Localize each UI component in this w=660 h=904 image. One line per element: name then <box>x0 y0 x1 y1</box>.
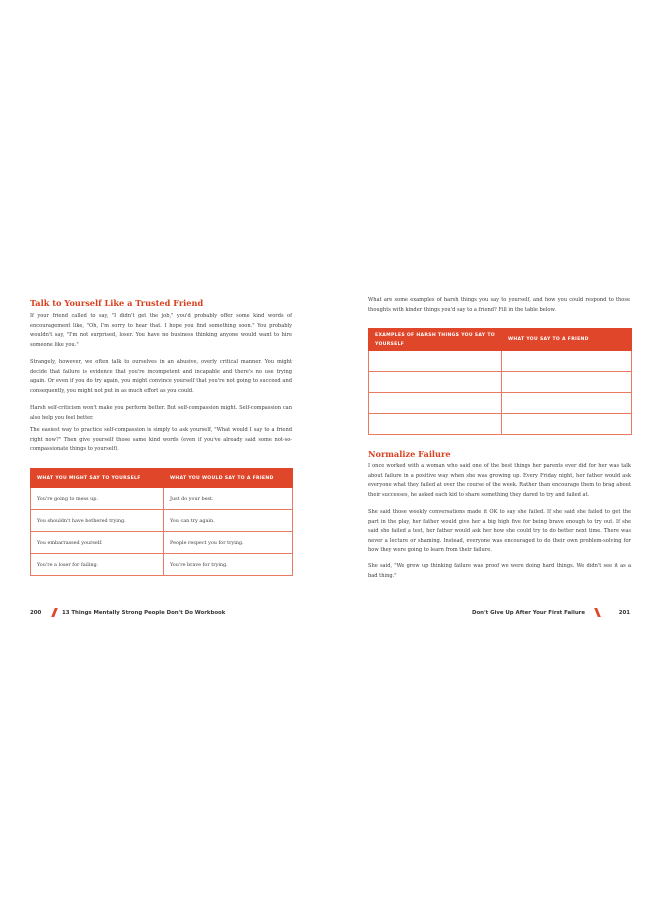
empty-cell[interactable] <box>369 414 502 435</box>
table-cell: Just do your best. <box>164 488 293 510</box>
left-page-number: 200 <box>30 610 42 616</box>
empty-cell[interactable] <box>502 393 632 414</box>
paragraph-3: Harsh self-criticism won't make you perform better. But self-compassion might. Self-compassion can also help you feel better. <box>30 405 292 421</box>
empty-cell[interactable] <box>369 351 502 372</box>
left-footer-book-title: 13 Things Mentally Strong People Don't Do Workbook <box>62 610 226 616</box>
table-cell: You're a loser for failing. <box>31 554 164 576</box>
empty-cell[interactable] <box>502 414 632 435</box>
left-footer-slash <box>51 608 57 617</box>
empty-cell[interactable] <box>502 372 632 393</box>
empty-table-row <box>369 372 632 393</box>
table-row <box>31 510 293 532</box>
section-heading-normalize-failure: Normalize Failure <box>368 449 451 459</box>
empty-table-row <box>369 393 632 414</box>
table-header-row <box>31 469 293 488</box>
paragraph-1: I once worked with a woman who said one of the best things her parents ever did for her was talk about failure in a positive way when she was growing up. Every Friday night, her father would ask everyone what they failed at over the course of the week. Rather than encourage them to brag about their successes, he asked each kid to share something they dared to try and failed at. <box>368 463 631 498</box>
paragraph-1: If your friend called to say, "I didn't get the job," you'd probably offer some kind words of encouragement like, "Oh, I'm sorry to hear that. I hope you find something soon." You probably wouldn't say, "I'm not surprised, loser. You have no business thinking anyone would want to hire someone like you." <box>30 313 292 348</box>
paragraph-2: She said those weekly conversations made it OK to say she failed. If she said she failed to get the part in the play, her father would give her a big high five for being brave enough to try out. If she said she failed a test, her father would ask her how she could try to do better next time. There was never a lecture or shaming. Instead, everyone was encouraged to do their own problem-solving for how they were going to learn from their failure. <box>368 509 631 554</box>
table-row <box>31 532 293 554</box>
empty-table-row <box>369 414 632 435</box>
empty-cell[interactable] <box>502 351 632 372</box>
table-cell: You're brave for trying. <box>164 554 293 576</box>
table-cell: You embarrassed yourself. <box>31 532 164 554</box>
self-talk-table <box>30 468 293 576</box>
right-page-number: 201 <box>618 610 630 616</box>
table-cell: People respect you for trying. <box>164 532 293 554</box>
table-cell: You can try again. <box>164 510 293 532</box>
column-header-yourself: WHAT YOU MIGHT SAY TO YOURSELF <box>31 469 164 488</box>
column-header-friend: WHAT YOU WOULD SAY TO A FRIEND <box>164 469 293 488</box>
empty-table-row <box>369 351 632 372</box>
right-footer-chapter-title: Don't Give Up After Your First Failure <box>471 610 585 616</box>
right-page <box>330 0 660 904</box>
column-header-say-to-friend: WHAT YOU SAY TO A FRIEND <box>502 329 632 351</box>
paragraph-3: She said, "We grew up thinking failure was proof we were doing hard things. We didn't see it as a bad thing." <box>368 563 631 579</box>
table-cell: You're going to mess up. <box>31 488 164 510</box>
paragraph-4: The easiest way to practice self-compassion is simply to ask yourself, "What would I say to a friend right now?" Then give yourself those same kind words (even if you've already said some not-so-compassionate things to yourself). <box>30 427 292 453</box>
column-header-harsh-things: EXAMPLES OF HARSH THINGS YOU SAY TO YOURSELF <box>369 329 502 351</box>
table-cell: You shouldn't have bothered trying. <box>31 510 164 532</box>
table-row <box>31 554 293 576</box>
fill-in-table <box>368 328 632 435</box>
section-heading-trusted-friend: Talk to Yourself Like a Trusted Friend <box>30 298 204 308</box>
table-row <box>31 488 293 510</box>
empty-cell[interactable] <box>369 393 502 414</box>
empty-cell[interactable] <box>369 372 502 393</box>
table-header-row <box>369 329 632 351</box>
paragraph-2: Strangely, however, we often talk to ourselves in an abusive, overly critical manner. You might decide that failure is evidence that you're incompetent and incapable and there's no use trying again. Or even if you do try again, you might convince yourself that you're not going to succeed and consequently, you might not put in as much effort as you could. <box>30 359 292 394</box>
right-footer-slash <box>595 608 601 617</box>
right-intro-paragraph: What are some examples of harsh things you say to yourself, and how you could respond to those thoughts with kinder things you'd say to a friend? Fill in the table below. <box>368 297 630 313</box>
